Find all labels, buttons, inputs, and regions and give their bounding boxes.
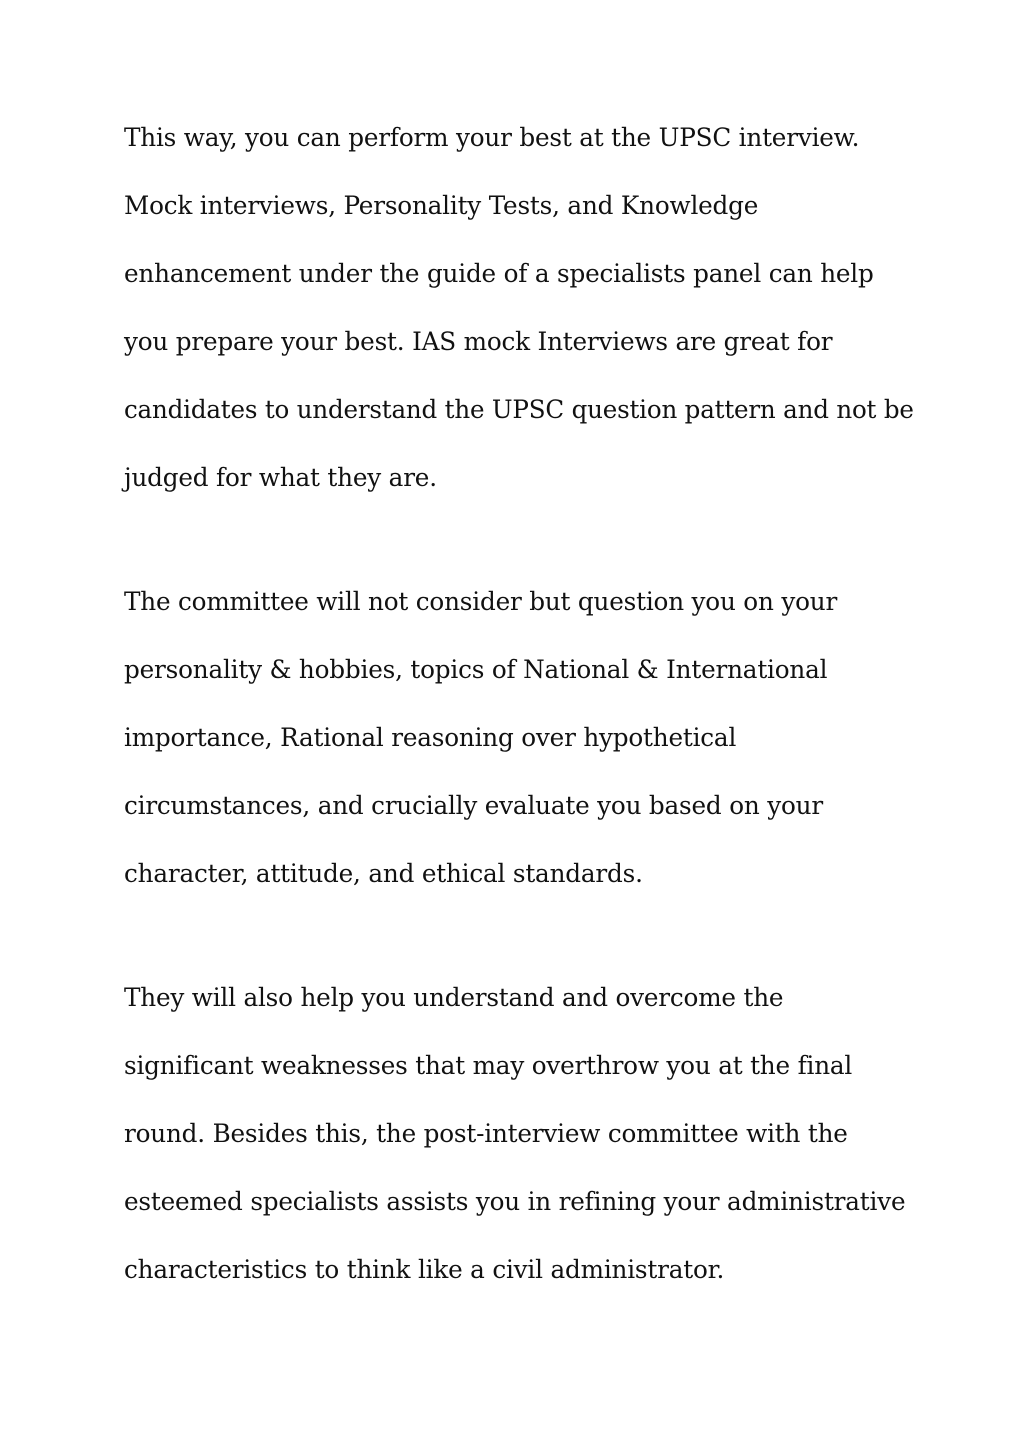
text-line: Mock interviews, Personality Tests, and Knowledge xyxy=(124,191,759,220)
text-line: characteristics to think like a civil administrator. xyxy=(124,1255,725,1284)
paragraph-3 xyxy=(124,983,924,1328)
text-line: candidates to understand the UPSC question pattern and not be xyxy=(124,395,914,424)
text-line: The committee will not consider but question you on your xyxy=(124,587,838,616)
text-line: importance, Rational reasoning over hypothetical xyxy=(124,723,737,752)
text-line: personality & hobbies, topics of National & International xyxy=(124,655,828,684)
text-line: They will also help you understand and overcome the xyxy=(124,983,784,1012)
text-line: you prepare your best. IAS mock Interviews are great for xyxy=(124,327,833,356)
paragraph-1 xyxy=(124,123,924,536)
text-line: significant weaknesses that may overthrow you at the final xyxy=(124,1051,853,1080)
paragraph-2 xyxy=(124,587,924,932)
text-line: judged for what they are. xyxy=(124,463,437,492)
text-line: round. Besides this, the post-interview committee with the xyxy=(124,1119,848,1148)
text-line: circumstances, and crucially evaluate you based on your xyxy=(124,791,823,820)
text-line: This way, you can perform your best at the UPSC interview. xyxy=(124,123,860,152)
text-line: esteemed specialists assists you in refining your administrative xyxy=(124,1187,906,1216)
text-line: character, attitude, and ethical standards. xyxy=(124,859,643,888)
text-line: enhancement under the guide of a specialists panel can help xyxy=(124,259,874,288)
